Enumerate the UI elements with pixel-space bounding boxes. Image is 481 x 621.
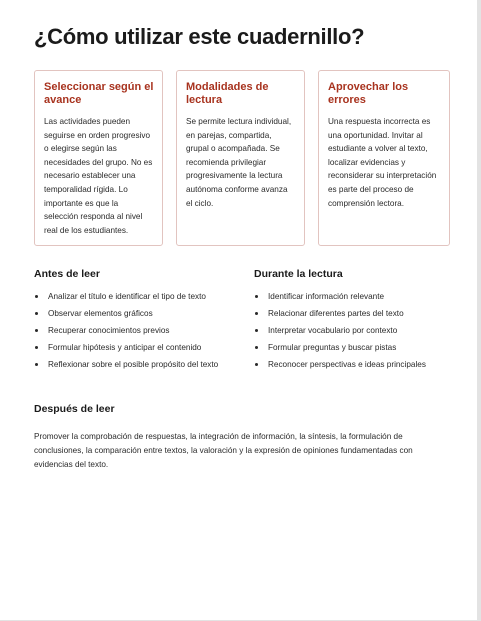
list-item: [34, 341, 239, 354]
list-item: [254, 341, 454, 354]
during-title: Durante la lectura: [254, 268, 343, 280]
list-item: [254, 324, 454, 337]
before-list: [34, 290, 239, 375]
during-list: [254, 290, 454, 375]
list-item-text: Relacionar diferentes partes del texto: [268, 309, 404, 318]
list-item: [254, 358, 454, 371]
card-body: Una respuesta incorrecta es una oportunidad. Invitar al estudiante a volver al texto, localizar evidencias y reconsiderar su interpretación es parte del proceso de comprensión lectora.: [328, 117, 437, 208]
bullet-icon: [35, 312, 38, 315]
bullet-icon: [35, 363, 38, 366]
bullet-icon: [35, 346, 38, 349]
list-item: [34, 358, 239, 371]
list-item-text: Formular preguntas y buscar pistas: [268, 343, 397, 352]
card-heading: Aprovechar los errores: [328, 81, 409, 106]
after-text: Promover la comprobación de respuestas, la integración de información, la síntesis, la formulación de conclusiones, la comparación entre textos, la valoración y la expresión de opiniones fundamentadas con evidencias del texto.: [34, 432, 413, 469]
page-title: ¿Cómo utilizar este cuadernillo?: [34, 24, 365, 49]
list-item-text: Recuperar conocimientos previos: [48, 326, 170, 335]
card-modalidades: [176, 70, 305, 246]
card-errores: [318, 70, 450, 246]
list-item-text: Interpretar vocabulario por contexto: [268, 326, 398, 335]
card-heading: Modalidades de lectura: [186, 81, 269, 106]
list-item-text: Observar elementos gráficos: [48, 309, 153, 318]
list-item: [34, 290, 239, 303]
bullet-icon: [255, 346, 258, 349]
card-heading: Seleccionar según el avance: [44, 81, 154, 106]
list-item: [254, 290, 454, 303]
card-body: Se permite lectura individual, en parejas, compartida, grupal o acompañada. Se recomienda privilegiar progresivamente la lectura autónoma conforme avanza el ciclo.: [186, 117, 292, 208]
list-item: [34, 324, 239, 337]
list-item-text: Analizar el título e identificar el tipo de texto: [48, 292, 206, 301]
card-seleccionar: [34, 70, 163, 246]
list-item-text: Identificar información relevante: [268, 292, 385, 301]
tips-cards: [34, 70, 451, 248]
card-body: Las actividades pueden seguirse en orden progresivo o elegirse según las necesidades del grupo. No es necesario establecer una temporalidad rígida. Lo importante es que la selección responda al nivel real de los estudiantes.: [44, 117, 153, 235]
list-item: [254, 307, 454, 320]
list-item: [34, 307, 239, 320]
bullet-icon: [255, 295, 258, 298]
list-item-text: Reflexionar sobre el posible propósito del texto: [48, 360, 219, 369]
bullet-icon: [255, 329, 258, 332]
bullet-icon: [35, 295, 38, 298]
bullet-icon: [255, 363, 258, 366]
bullet-icon: [255, 312, 258, 315]
before-title: Antes de leer: [34, 268, 100, 280]
list-item-text: Reconocer perspectivas e ideas principales: [268, 360, 426, 369]
after-title: Después de leer: [34, 403, 115, 415]
list-item-text: Formular hipótesis y anticipar el contenido: [48, 343, 202, 352]
bullet-icon: [35, 329, 38, 332]
